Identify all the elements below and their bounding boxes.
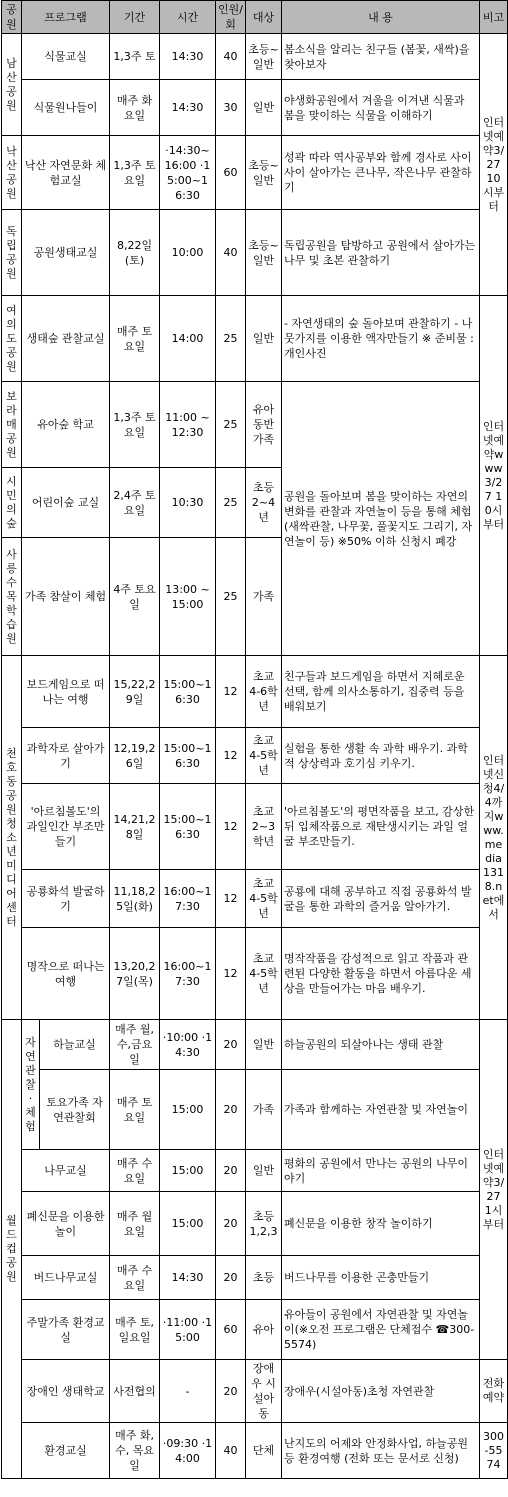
program-cell: 유아숲 학교 [22, 382, 110, 468]
capacity-cell: 25 [216, 296, 246, 382]
period-cell: 14,21,28일 [110, 784, 160, 870]
content-cell: 난지도의 어제와 안정화사업, 하늘공원 등 환경여행 (전화 또는 문서로 신청) [282, 1423, 480, 1479]
note-cell: 인터넷예약3/27 10시부터 [480, 34, 508, 296]
table-row [2, 1423, 508, 1479]
table-row [2, 1192, 508, 1256]
park-cell: 낙산공원 [2, 136, 22, 210]
table-row [2, 1150, 508, 1192]
note-cell: 인터넷예약www 3/27 10시부터 [480, 296, 508, 656]
program-cell: 공원생태교실 [22, 210, 110, 296]
time-cell: 15:00 [160, 1150, 216, 1192]
time-cell: 14:30 [160, 1256, 216, 1300]
note-cell: 전화예약 [480, 1360, 508, 1423]
program-cell: 주말가족 환경교실 [22, 1300, 110, 1360]
period-cell: 매주 월요일 [110, 1192, 160, 1256]
period-cell: 1,3주 토요일 [110, 382, 160, 468]
target-cell: 초교 4-6학년 [246, 656, 282, 728]
capacity-cell: 12 [216, 928, 246, 1020]
target-cell: 초교 4-5학년 [246, 728, 282, 784]
capacity-cell: 12 [216, 870, 246, 928]
capacity-cell: 40 [216, 210, 246, 296]
time-cell: ·11:00 ·15:00 [160, 1300, 216, 1360]
program-cell: 식물교실 [22, 34, 110, 80]
park-cell: 시민의숲 [2, 468, 22, 538]
header-capacity: 인원/회 [216, 1, 246, 34]
period-cell: 2,4주 토요일 [110, 468, 160, 538]
target-cell: 초등 2~4년 [246, 468, 282, 538]
content-cell: 유아들이 공원에서 자연관찰 및 자연놀이(※오전 프로그램은 단체접수 ☎300-5574) [282, 1300, 480, 1360]
program-cell: 과학자로 살아가기 [22, 728, 110, 784]
table-row [2, 1300, 508, 1360]
time-cell: ·14:30~16:00 ·15:00~16:30 [160, 136, 216, 210]
period-cell: 사전협의 [110, 1360, 160, 1423]
period-cell: 매주 월,수,금요일 [110, 1020, 160, 1070]
program-cell: 생태숲 관찰교실 [22, 296, 110, 382]
content-cell: 봄소식을 알리는 친구들 (봄꽃, 새싹)을 찾아보자 [282, 34, 480, 80]
program-cell: 낙산 자연문화 체험교실 [22, 136, 110, 210]
subgroup-cell: 자연관찰·체험 [22, 1020, 40, 1150]
content-cell: 친구들과 보드게임을 하면서 지혜로운 선택, 함께 의사소통하기, 집중력 등을 배워보기 [282, 656, 480, 728]
table-row [2, 1360, 508, 1423]
park-cell: 남산공원 [2, 34, 22, 136]
capacity-cell: 25 [216, 468, 246, 538]
header-park: 공원 [2, 1, 22, 34]
content-cell: 공룡에 대해 공부하고 직접 공룡화석 발굴을 통한 과학의 즐거움 알아가기. [282, 870, 480, 928]
capacity-cell: 25 [216, 538, 246, 656]
time-cell: 15:00 [160, 1070, 216, 1150]
content-cell: 장애우(시설아동)초청 자연관찰 [282, 1360, 480, 1423]
time-cell: ·09:30 ·14:00 [160, 1423, 216, 1479]
period-cell: 13,20,27일(목) [110, 928, 160, 1020]
header-period: 기간 [110, 1, 160, 34]
capacity-cell: 20 [216, 1070, 246, 1150]
capacity-cell: 20 [216, 1020, 246, 1070]
capacity-cell: 20 [216, 1256, 246, 1300]
period-cell: 매주 수요일 [110, 1150, 160, 1192]
program-cell: 명작으로 떠나는 여행 [22, 928, 110, 1020]
target-cell: 초등~일반 [246, 34, 282, 80]
capacity-cell: 40 [216, 34, 246, 80]
program-cell: 나무교실 [22, 1150, 110, 1192]
content-cell: 하늘공원의 되살아나는 생태 관찰 [282, 1020, 480, 1070]
header-note: 비고 [480, 1, 508, 34]
program-cell: '아르침볼도'의 과일인간 부조만들기 [22, 784, 110, 870]
content-cell: 버드나무를 이용한 곤충만들기 [282, 1256, 480, 1300]
note-cell: 인터넷신청4/4까지www.media1318.net에서 [480, 656, 508, 1020]
table-row [2, 210, 508, 296]
capacity-cell: 60 [216, 136, 246, 210]
capacity-cell: 20 [216, 1192, 246, 1256]
capacity-cell: 12 [216, 656, 246, 728]
park-cell: 보라매공원 [2, 382, 22, 468]
period-cell: 11,18,25일(화) [110, 870, 160, 928]
target-cell: 일반 [246, 1150, 282, 1192]
period-cell: 매주 토요일 [110, 1070, 160, 1150]
park-cell: 천호동공원 청소년미디어센터 [2, 656, 22, 1020]
content-cell: - 자연생태의 숲 돌아보며 관찰하기 - 나뭇가지를 이용한 액자만들기 ※ 준비물 : 개인사진 [282, 296, 480, 382]
target-cell: 초등 [246, 1256, 282, 1300]
time-cell: 15:00~16:30 [160, 656, 216, 728]
target-cell: 초교 4-5학년 [246, 870, 282, 928]
period-cell: 매주 화요일 [110, 80, 160, 136]
program-cell: 하늘교실 [40, 1020, 110, 1070]
content-cell: '아르침볼도'의 평면작품을 보고, 감상한 뒤 입체작품으로 재탄생시키는 과일 얼굴 부조만들기. [282, 784, 480, 870]
time-cell: 15:00~16:30 [160, 728, 216, 784]
time-cell: 13:00 ~15:00 [160, 538, 216, 656]
content-cell: 평화의 공원에서 만나는 공원의 나무이야기 [282, 1150, 480, 1192]
time-cell: 14:30 [160, 34, 216, 80]
program-cell: 토요가족 자연관찰회 [40, 1070, 110, 1150]
program-cell: 어린이숲 교실 [22, 468, 110, 538]
capacity-cell: 12 [216, 728, 246, 784]
program-cell: 버드나무교실 [22, 1256, 110, 1300]
park-cell: 여의도공원 [2, 296, 22, 382]
period-cell: 매주 수요일 [110, 1256, 160, 1300]
header-time: 시간 [160, 1, 216, 34]
header-target: 대상 [246, 1, 282, 34]
target-cell: 일반 [246, 296, 282, 382]
header-program: 프로그램 [22, 1, 110, 34]
content-cell: 공원을 돌아보며 봄을 맞이하는 자연의 변화를 관찰과 자연놀이 등을 통해 체험(새싹관찰, 나무꽃, 풀꽃지도 그리기, 자연놀이 등) ※50% 이하 신청시 폐강 [282, 382, 480, 656]
period-cell: 4주 토요일 [110, 538, 160, 656]
table-row [2, 80, 508, 136]
table-row [2, 1020, 508, 1070]
target-cell: 일반 [246, 1020, 282, 1070]
content-cell: 실험을 통한 생활 속 과학 배우기. 과학적 상상력과 호기심 키우기. [282, 728, 480, 784]
period-cell: 매주 화, 수, 목요일 [110, 1423, 160, 1479]
period-cell: 매주 토요일 [110, 296, 160, 382]
capacity-cell: 60 [216, 1300, 246, 1360]
period-cell: 12,19,26일 [110, 728, 160, 784]
time-cell: 14:00 [160, 296, 216, 382]
period-cell: 15,22,29일 [110, 656, 160, 728]
program-table [1, 0, 508, 1479]
period-cell: 8,22일(토) [110, 210, 160, 296]
note-cell: 300-5574 [480, 1423, 508, 1479]
target-cell: 초교 4-5학년 [246, 928, 282, 1020]
target-cell: 일반 [246, 80, 282, 136]
capacity-cell: 30 [216, 80, 246, 136]
table-row [2, 656, 508, 728]
table-row [2, 928, 508, 1020]
time-cell: 15:00~16:30 [160, 784, 216, 870]
table-row [2, 34, 508, 80]
header-content: 내 용 [282, 1, 480, 34]
program-cell: 식물원나들이 [22, 80, 110, 136]
time-cell: 16:00~17:30 [160, 928, 216, 1020]
note-cell: 인터넷예약3/27 1시부터 [480, 1020, 508, 1360]
target-cell: 가족 [246, 538, 282, 656]
capacity-cell: 20 [216, 1360, 246, 1423]
target-cell: 가족 [246, 1070, 282, 1150]
period-cell: 매주 토, 일요일 [110, 1300, 160, 1360]
target-cell: 단체 [246, 1423, 282, 1479]
content-cell: 가족과 함께하는 자연관찰 및 자연놀이 [282, 1070, 480, 1150]
table-row [2, 1070, 508, 1150]
target-cell: 유아 [246, 1300, 282, 1360]
time-cell: 10:30 [160, 468, 216, 538]
capacity-cell: 12 [216, 784, 246, 870]
time-cell: 16:00~17:30 [160, 870, 216, 928]
content-cell: 독립공원을 탐방하고 공원에서 살아가는 나무 및 초본 관찰하기 [282, 210, 480, 296]
target-cell: 장애우 시설아동 [246, 1360, 282, 1423]
table-row [2, 728, 508, 784]
target-cell: 유아동반가족 [246, 382, 282, 468]
program-cell: 폐신문을 이용한 놀이 [22, 1192, 110, 1256]
program-cell: 공룡화석 발굴하기 [22, 870, 110, 928]
target-cell: 초등~일반 [246, 136, 282, 210]
period-cell: 1,3주 토요일 [110, 136, 160, 210]
content-cell: 성곽 따라 역사공부와 함께 경사로 사이사이 살아가는 큰나무, 작은나무 관찰하기 [282, 136, 480, 210]
target-cell: 초등 1,2,3 [246, 1192, 282, 1256]
table-row [2, 136, 508, 210]
capacity-cell: 20 [216, 1150, 246, 1192]
target-cell: 초교 2~3학년 [246, 784, 282, 870]
time-cell: 11:00 ~12:30 [160, 382, 216, 468]
table-row [2, 1256, 508, 1300]
park-cell: 독립공원 [2, 210, 22, 296]
header-row [2, 1, 508, 34]
time-cell: ·10:00 ·14:30 [160, 1020, 216, 1070]
capacity-cell: 40 [216, 1423, 246, 1479]
capacity-cell: 25 [216, 382, 246, 468]
time-cell: 10:00 [160, 210, 216, 296]
park-cell: 사릉수목학습원 [2, 538, 22, 656]
content-cell: 명작작품을 감성적으로 읽고 작품과 관련된 다양한 활동을 하면서 아름다운 세상을 만들어가는 마음 배우기. [282, 928, 480, 1020]
time-cell: 14:30 [160, 80, 216, 136]
table-row [2, 296, 508, 382]
table-row [2, 784, 508, 870]
period-cell: 1,3주 토 [110, 34, 160, 80]
park-cell: 월드컵공원 [2, 1020, 22, 1479]
program-cell: 가족 참살이 체험 [22, 538, 110, 656]
program-cell: 보드게임으로 떠나는 여행 [22, 656, 110, 728]
time-cell: 15:00 [160, 1192, 216, 1256]
program-cell: 환경교실 [22, 1423, 110, 1479]
table-row [2, 382, 508, 468]
time-cell: - [160, 1360, 216, 1423]
table-row [2, 870, 508, 928]
target-cell: 초등~일반 [246, 210, 282, 296]
content-cell: 야생화공원에서 겨울을 이겨낸 식물과 봄을 맞이하는 식물을 이해하기 [282, 80, 480, 136]
program-cell: 장애인 생태학교 [22, 1360, 110, 1423]
content-cell: 폐신문을 이용한 창작 놀이하기 [282, 1192, 480, 1256]
